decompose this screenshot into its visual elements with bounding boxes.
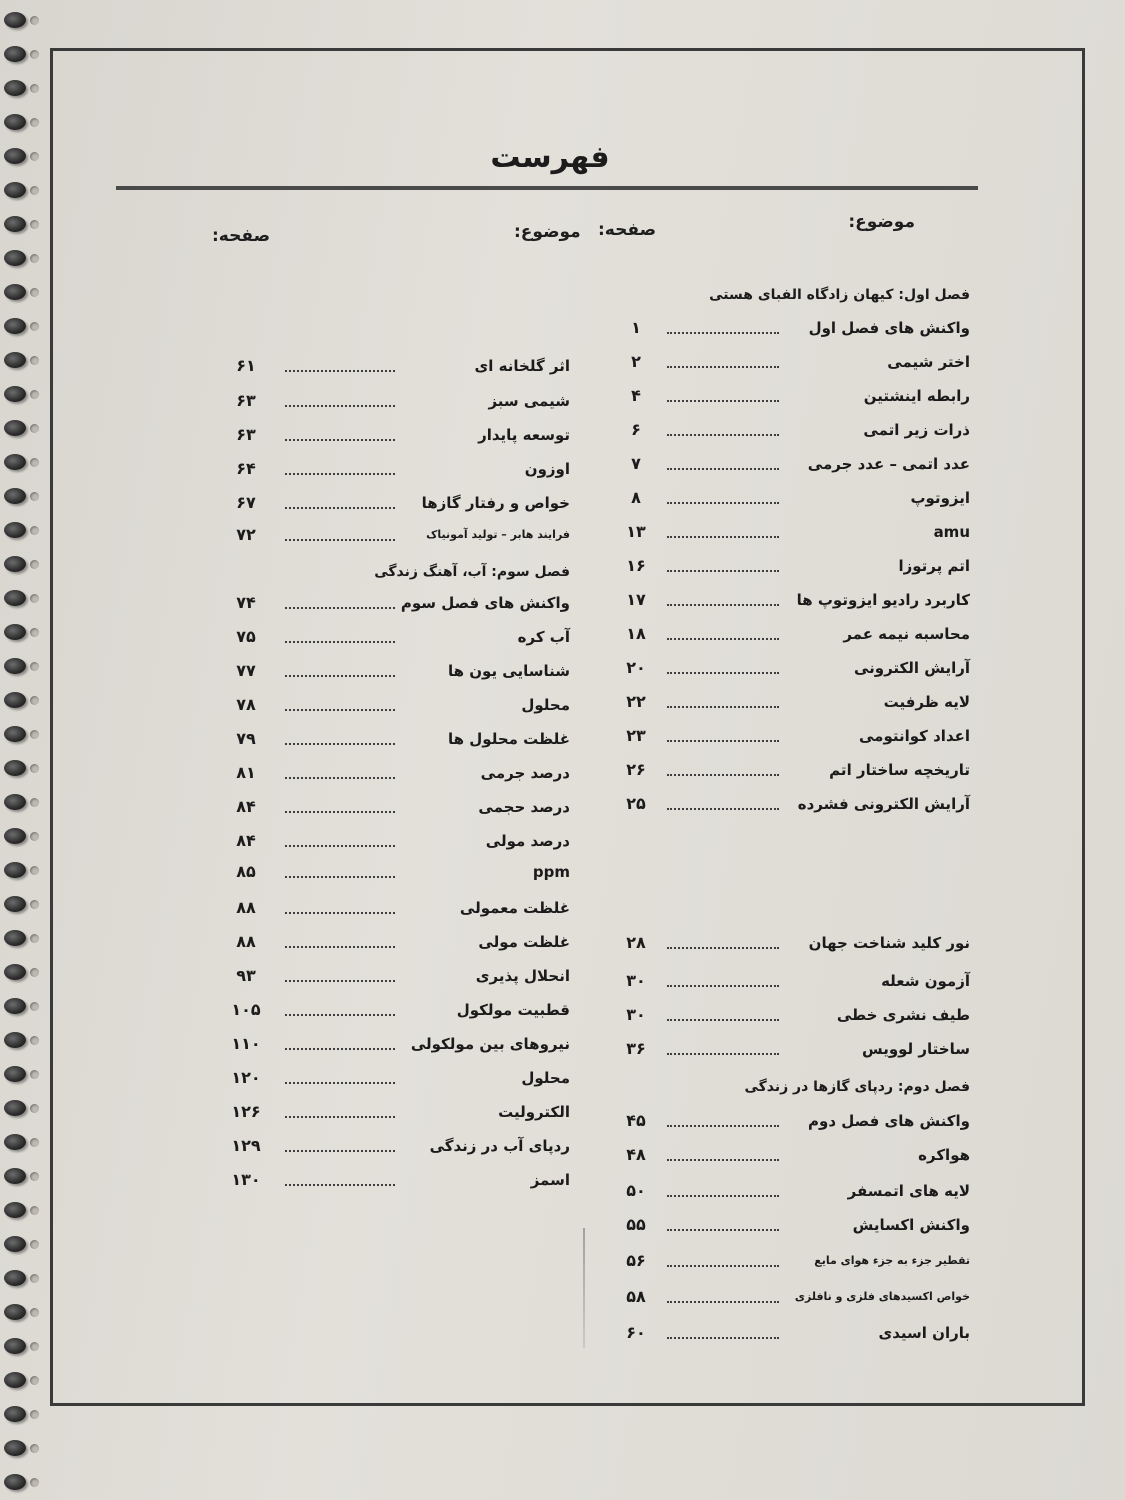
entry-topic: الکترولیت xyxy=(498,1103,570,1121)
toc-entry xyxy=(220,622,570,652)
toc-entry xyxy=(220,995,570,1025)
toc-entry xyxy=(610,517,970,547)
entry-page-number: ۵۸ xyxy=(626,1287,646,1306)
dot-leader xyxy=(285,876,395,878)
entry-page-number: ۲۳ xyxy=(626,726,646,745)
dot-leader xyxy=(285,743,395,745)
dot-leader xyxy=(285,507,395,509)
entry-topic: اوزون xyxy=(524,460,570,478)
entry-topic: نور کلید شناخت جهان xyxy=(808,934,970,952)
entry-topic: درصد حجمی xyxy=(478,798,570,816)
entry-page-number: ۶۷ xyxy=(236,493,256,512)
toc-entry xyxy=(610,585,970,615)
toc-entry xyxy=(220,1063,570,1093)
entry-page-number: ۵۵ xyxy=(626,1215,646,1234)
entry-page-number: ۵۶ xyxy=(626,1251,646,1270)
dot-leader xyxy=(667,332,779,334)
pen-mark xyxy=(583,1228,585,1348)
toc-entry xyxy=(610,789,970,819)
entry-topic: ساختار لوویس xyxy=(861,1040,970,1058)
entry-page-number: ۷۹ xyxy=(236,729,256,748)
entry-page-number: ۱۷ xyxy=(626,590,646,609)
entry-page-number: ۴ xyxy=(631,386,641,405)
entry-page-number: ۸۱ xyxy=(236,763,256,782)
toc-entry xyxy=(610,653,970,683)
entry-page-number: ۷۲ xyxy=(236,525,256,544)
entry-topic: ذرات زیر اتمی xyxy=(863,421,970,439)
chapter-heading xyxy=(220,557,570,587)
dot-leader xyxy=(667,1159,779,1161)
dot-leader xyxy=(285,405,395,407)
chapter-title: فصل سوم: آب، آهنگ زندگی xyxy=(374,564,570,580)
entry-page-number: ۱۳۰ xyxy=(231,1170,261,1189)
entry-page-number: ۲۸ xyxy=(626,933,646,952)
entry-topic: amu xyxy=(933,523,970,541)
toc-entry xyxy=(610,1106,970,1136)
entry-topic: ppm xyxy=(532,863,570,881)
entry-topic: محلول xyxy=(521,696,570,714)
entry-page-number: ۵۰ xyxy=(626,1181,646,1200)
entry-page-number: ۷۸ xyxy=(236,695,256,714)
toc-entry xyxy=(220,792,570,822)
toc-entry xyxy=(220,420,570,450)
entry-topic: غلظت محلول ها xyxy=(448,730,570,748)
toc-entry xyxy=(220,1097,570,1127)
dot-leader xyxy=(667,1195,779,1197)
toc-entry xyxy=(220,1029,570,1059)
dot-leader xyxy=(667,985,779,987)
toc-entry xyxy=(220,927,570,957)
entry-page-number: ۸۴ xyxy=(236,831,256,850)
entry-page-number: ۲ xyxy=(631,352,641,371)
entry-page-number: ۱۱۰ xyxy=(231,1034,261,1053)
entry-page-number: ۸ xyxy=(631,488,641,507)
toc-entry xyxy=(610,928,970,958)
entry-topic: غلظت معمولی xyxy=(459,899,570,917)
entry-page-number: ۳۰ xyxy=(626,971,646,990)
entry-topic: آرایش الکترونی فشرده xyxy=(797,795,970,813)
toc-entry xyxy=(610,1318,970,1348)
entry-topic: رابطه اینشتین xyxy=(863,387,970,405)
entry-page-number: ۱۸ xyxy=(626,624,646,643)
right-page-header: صفحه: xyxy=(598,220,657,240)
entry-topic: خواص اکسیدهای فلزی و نافلزی xyxy=(794,1290,970,1303)
entry-page-number: ۸۸ xyxy=(236,898,256,917)
entry-page-number: ۱۲۹ xyxy=(231,1136,261,1155)
entry-topic: لایه ظرفیت xyxy=(883,693,970,711)
dot-leader xyxy=(667,638,779,640)
entry-page-number: ۲۰ xyxy=(626,658,646,677)
entry-topic: قطبیت مولکول xyxy=(456,1001,570,1019)
entry-topic: واکنش های فصل اول xyxy=(808,319,970,337)
entry-page-number: ۱۳ xyxy=(626,522,646,541)
toc-entry xyxy=(610,1000,970,1030)
entry-topic: محاسبه نیمه عمر xyxy=(843,625,970,643)
toc-entry xyxy=(610,721,970,751)
dot-leader xyxy=(285,607,395,609)
toc-entry xyxy=(220,520,570,550)
entry-page-number: ۲۲ xyxy=(626,692,646,711)
entry-page-number: ۱۲۶ xyxy=(231,1102,261,1121)
dot-leader xyxy=(667,740,779,742)
entry-topic: غلظت مولی xyxy=(478,933,570,951)
toc-entry xyxy=(610,966,970,996)
entry-page-number: ۷۴ xyxy=(236,593,256,612)
entry-topic: فرایند هابر – تولید آمونیاک xyxy=(426,528,570,541)
dot-leader xyxy=(285,539,395,541)
dot-leader xyxy=(667,1229,779,1231)
right-topic-header: موضوع: xyxy=(848,212,915,232)
toc-entry xyxy=(220,857,570,887)
dot-leader xyxy=(285,1048,395,1050)
entry-topic: کاربرد رادیو ایزوتوپ ها xyxy=(796,591,970,609)
dot-leader xyxy=(667,536,779,538)
entry-topic: اعداد کوانتومی xyxy=(858,727,970,745)
toc-entry xyxy=(220,1131,570,1161)
entry-topic: اختر شیمی xyxy=(887,353,970,371)
dot-leader xyxy=(667,400,779,402)
toc-entry xyxy=(220,724,570,754)
dot-leader xyxy=(667,1265,779,1267)
entry-topic: اتم پرتوزا xyxy=(898,557,970,575)
entry-page-number: ۱ xyxy=(631,318,641,337)
entry-topic: توسعه پایدار xyxy=(478,426,570,444)
dot-leader xyxy=(285,1150,395,1152)
dot-leader xyxy=(285,845,395,847)
toc-entry xyxy=(610,619,970,649)
dot-leader xyxy=(667,774,779,776)
dot-leader xyxy=(285,473,395,475)
toc-entry xyxy=(610,1246,970,1276)
dot-leader xyxy=(667,1019,779,1021)
dot-leader xyxy=(285,709,395,711)
toc-entry xyxy=(220,386,570,416)
toc-entry xyxy=(220,690,570,720)
entry-page-number: ۶۱ xyxy=(236,356,256,375)
entry-page-number: ۴۸ xyxy=(626,1145,646,1164)
toc-entry xyxy=(220,454,570,484)
entry-topic: طیف نشری خطی xyxy=(836,1006,970,1024)
toc-entry xyxy=(610,755,970,785)
dot-leader xyxy=(285,1014,395,1016)
entry-page-number: ۲۶ xyxy=(626,760,646,779)
entry-topic: اثر گلخانه ای xyxy=(474,357,570,375)
toc-entry xyxy=(220,351,570,381)
entry-page-number: ۲۵ xyxy=(626,794,646,813)
entry-topic: واکنش های فصل سوم xyxy=(400,594,570,612)
entry-topic: خواص و رفتار گازها xyxy=(421,494,570,512)
entry-page-number: ۸۵ xyxy=(236,862,256,881)
entry-page-number: ۶۰ xyxy=(626,1323,646,1342)
toc-entry xyxy=(610,347,970,377)
toc-entry xyxy=(610,483,970,513)
entry-topic: شیمی سبز xyxy=(488,392,570,410)
dot-leader xyxy=(667,604,779,606)
dot-leader xyxy=(285,675,395,677)
entry-page-number: ۶۳ xyxy=(236,425,256,444)
entry-page-number: ۶۴ xyxy=(236,459,256,478)
dot-leader xyxy=(667,1301,779,1303)
dot-leader xyxy=(667,502,779,504)
entry-page-number: ۹۳ xyxy=(236,966,256,985)
dot-leader xyxy=(667,808,779,810)
entry-topic: باران اسیدی xyxy=(878,1324,970,1342)
entry-page-number: ۴۵ xyxy=(626,1111,646,1130)
toc-entry xyxy=(220,758,570,788)
toc-entry xyxy=(610,1282,970,1312)
dot-leader xyxy=(667,366,779,368)
toc-entry xyxy=(220,1165,570,1195)
left-page-header: صفحه: xyxy=(212,226,271,246)
entry-page-number: ۳۰ xyxy=(626,1005,646,1024)
dot-leader xyxy=(667,434,779,436)
dot-leader xyxy=(667,947,779,949)
entry-page-number: ۶۳ xyxy=(236,391,256,410)
entry-topic: آب کره xyxy=(517,628,570,646)
entry-topic: تقطیر جزء به جزء هوای مایع xyxy=(814,1254,970,1267)
toc-entry xyxy=(610,551,970,581)
entry-topic: آزمون شعله xyxy=(881,972,970,990)
entry-topic: انحلال پذیری xyxy=(475,967,570,985)
dot-leader xyxy=(285,946,395,948)
dot-leader xyxy=(285,912,395,914)
toc-entry xyxy=(610,1034,970,1064)
dot-leader xyxy=(285,1082,395,1084)
entry-page-number: ۸۸ xyxy=(236,932,256,951)
chapter-title: فصل اول: کیهان زادگاه الفبای هستی xyxy=(709,287,970,303)
entry-page-number: ۷ xyxy=(631,454,641,473)
dot-leader xyxy=(667,672,779,674)
dot-leader xyxy=(285,439,395,441)
dot-leader xyxy=(285,980,395,982)
chapter-heading xyxy=(610,280,970,310)
dot-leader xyxy=(667,570,779,572)
dot-leader xyxy=(667,1053,779,1055)
chapter-title: فصل دوم: ردپای گازها در زندگی xyxy=(744,1079,970,1095)
toc-entry xyxy=(220,656,570,686)
page-title: فهرست xyxy=(490,140,610,175)
toc-entry xyxy=(610,1210,970,1240)
entry-topic: واکنش اکسایش xyxy=(852,1216,970,1234)
entry-topic: واکنش های فصل دوم xyxy=(808,1112,970,1130)
entry-page-number: ۱۰۵ xyxy=(231,1000,261,1019)
chapter-heading xyxy=(610,1072,970,1102)
toc-entry xyxy=(610,449,970,479)
dot-leader xyxy=(667,1125,779,1127)
dot-leader xyxy=(285,1184,395,1186)
toc-entry xyxy=(220,588,570,618)
entry-topic: درصد جرمی xyxy=(480,764,570,782)
toc-entry xyxy=(610,1176,970,1206)
entry-topic: عدد اتمی – عدد جرمی xyxy=(807,455,970,473)
entry-page-number: ۷۵ xyxy=(236,627,256,646)
entry-page-number: ۱۲۰ xyxy=(231,1068,261,1087)
toc-entry xyxy=(610,687,970,717)
dot-leader xyxy=(285,1116,395,1118)
dot-leader xyxy=(285,641,395,643)
entry-topic: ایزوتوپ xyxy=(910,489,970,507)
toc-entry xyxy=(220,893,570,923)
entry-topic: تاریخچه ساختار اتم xyxy=(829,761,970,779)
toc-entry xyxy=(610,381,970,411)
toc-entry xyxy=(610,313,970,343)
dot-leader xyxy=(285,777,395,779)
toc-entry xyxy=(220,826,570,856)
dot-leader xyxy=(285,370,395,372)
dot-leader xyxy=(667,468,779,470)
entry-page-number: ۸۴ xyxy=(236,797,256,816)
entry-page-number: ۱۶ xyxy=(626,556,646,575)
entry-page-number: ۶ xyxy=(631,420,641,439)
entry-page-number: ۷۷ xyxy=(236,661,256,680)
dot-leader xyxy=(667,1337,779,1339)
entry-topic: آرایش الکترونی xyxy=(853,659,970,677)
entry-topic: محلول xyxy=(521,1069,570,1087)
entry-topic: لایه های اتمسفر xyxy=(847,1182,970,1200)
entry-topic: هواکره xyxy=(918,1146,970,1164)
entry-topic: شناسایی یون ها xyxy=(447,662,570,680)
entry-page-number: ۳۶ xyxy=(626,1039,646,1058)
left-topic-header: موضوع: xyxy=(514,222,581,242)
toc-entry xyxy=(220,488,570,518)
entry-topic: ردپای آب در زندگی xyxy=(429,1137,570,1155)
entry-topic: نیروهای بین مولکولی xyxy=(410,1035,570,1053)
dot-leader xyxy=(667,706,779,708)
toc-entry xyxy=(220,961,570,991)
entry-topic: اسمز xyxy=(530,1171,570,1189)
dot-leader xyxy=(285,811,395,813)
entry-topic: درصد مولی xyxy=(485,832,570,850)
toc-entry xyxy=(610,1140,970,1170)
toc-entry xyxy=(610,415,970,445)
